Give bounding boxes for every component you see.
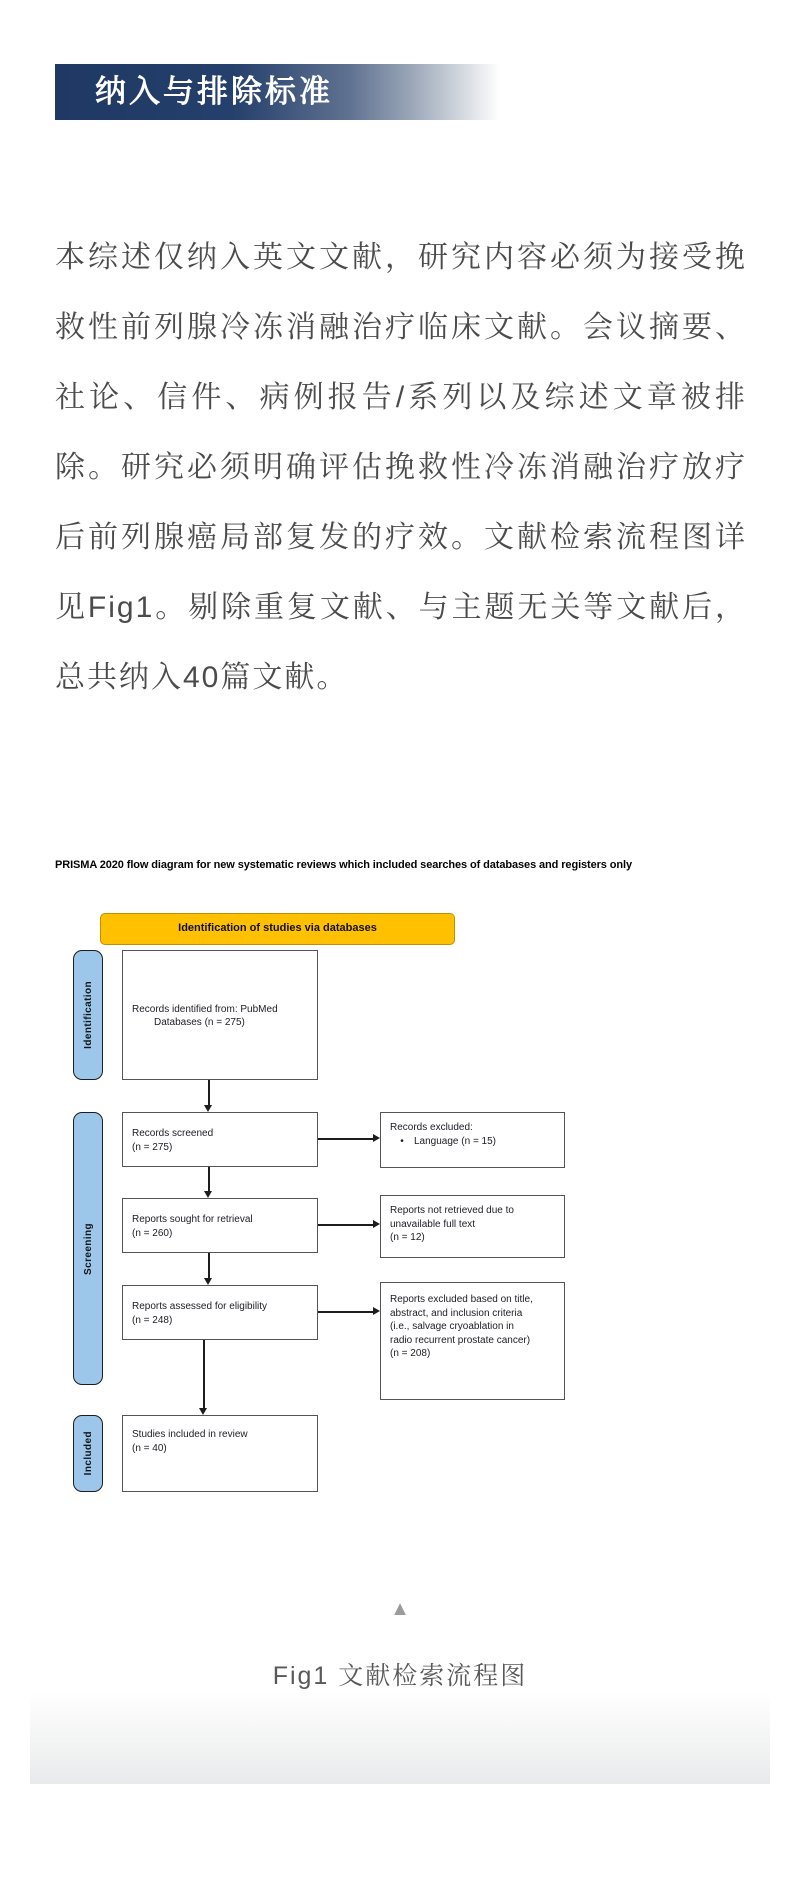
section-header-banner	[55, 64, 500, 120]
bullet-icon: •	[400, 1135, 404, 1147]
stage-label-text: Screening	[82, 1222, 94, 1275]
box-text-line: Records identified from: PubMed	[132, 1003, 278, 1015]
box-reports-not-retrieved	[380, 1195, 565, 1258]
box-text-line: Studies included in review	[132, 1429, 248, 1440]
body-paragraph	[55, 223, 747, 713]
box-text-line: abstract, and inclusion criteria	[390, 1307, 523, 1319]
prisma-diagram-title: PRISMA 2020 flow diagram for new systematic reviews which included searches of databases and registers only	[55, 859, 632, 871]
paragraph-line: 社论、信件、病例报告/系列以及综述文章被排	[55, 381, 747, 414]
back-to-top-triangle-icon[interactable]: ▲	[390, 1598, 410, 1620]
arrow-down-icon	[203, 1340, 205, 1408]
stage-label-text: Included	[82, 1431, 94, 1476]
box-text-line: Databases (n = 275)	[154, 1017, 245, 1028]
box-text-line: Records screened	[132, 1128, 214, 1139]
arrow-down-icon	[208, 1167, 210, 1191]
paragraph-line: 总共纳入40篇文献。	[55, 661, 349, 694]
box-records-excluded	[380, 1112, 565, 1168]
arrow-down-icon	[208, 1253, 210, 1278]
box-studies-included	[122, 1415, 318, 1492]
box-text-line: (n = 40)	[132, 1442, 167, 1454]
box-text-line: Reports excluded based on title,	[390, 1294, 533, 1305]
prisma-flow-diagram	[55, 855, 745, 1515]
box-text-line: (i.e., salvage cryoablation in	[390, 1321, 514, 1332]
arrow-right-icon	[318, 1311, 373, 1313]
paragraph-line: 救性前列腺冷冻消融治疗临床文献。会议摘要、	[55, 311, 747, 344]
box-text-line: Reports assessed for eligibility	[132, 1301, 268, 1312]
box-text-line: (n = 12)	[390, 1232, 425, 1243]
box-text-line: (n = 208)	[390, 1348, 431, 1359]
box-text-line: (n = 275)	[132, 1141, 173, 1153]
box-reports-sought	[122, 1198, 318, 1253]
arrow-right-icon	[318, 1224, 373, 1226]
paragraph-line: 后前列腺癌局部复发的疗效。文献检索流程图详	[55, 521, 747, 554]
paragraph-line: 见Fig1。剔除重复文献、与主题无关等文献后，	[55, 591, 747, 624]
stage-label-text: Identification	[82, 981, 94, 1049]
box-text-line: Reports not retrieved due to	[390, 1205, 514, 1216]
arrow-right-icon	[318, 1138, 373, 1140]
box-text-line: (n = 248)	[132, 1314, 173, 1326]
stage-label-screening	[73, 1112, 103, 1385]
box-records-screened	[122, 1112, 318, 1167]
box-text-line: unavailable full text	[390, 1218, 476, 1230]
box-text-line: (n = 260)	[132, 1227, 173, 1239]
box-text-line: • Language (n = 15)	[390, 1135, 558, 1149]
box-reports-excluded-criteria	[380, 1282, 565, 1400]
box-text-line: radio recurrent prostate cancer)	[390, 1334, 531, 1346]
stage-label-included	[73, 1415, 103, 1492]
paragraph-line: 除。研究必须明确评估挽救性冷冻消融治疗放疗	[55, 451, 747, 484]
arrow-down-icon	[208, 1080, 210, 1105]
identification-banner: Identification of studies via databases	[100, 913, 455, 945]
paragraph-line: 本综述仅纳入英文文献，研究内容必须为接受挽	[55, 241, 747, 274]
section-title: 纳入与排除标准	[95, 74, 333, 109]
box-text-line: Reports sought for retrieval	[132, 1214, 253, 1225]
bottom-gradient	[30, 1692, 770, 1784]
box-records-identified	[122, 950, 318, 1080]
figure-caption: Fig1 文献检索流程图	[272, 1662, 528, 1690]
stage-label-identification	[73, 950, 103, 1080]
box-reports-assessed	[122, 1285, 318, 1340]
box-text-line: Records excluded:	[390, 1122, 473, 1133]
